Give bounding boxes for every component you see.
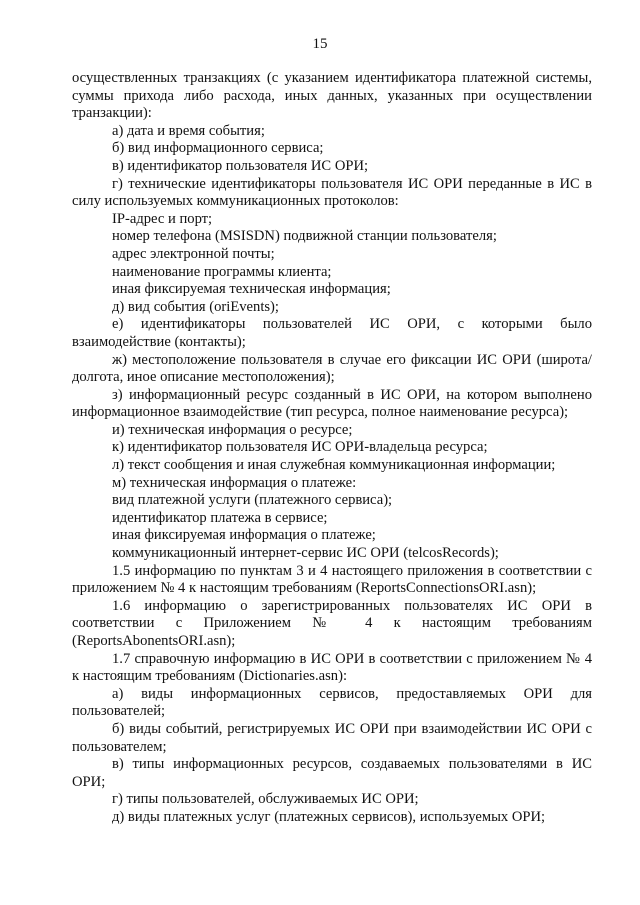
list-item: идентификатор платежа в сервисе;: [112, 509, 328, 526]
list-item: ж) местоположение пользователя в случае его фиксации ИС ОРИ (широта/долгота, иное описание местоположения);: [72, 351, 592, 386]
section-paragraph: 1.7 справочную информацию в ИС ОРИ в соответствии с приложением № 4 к настоящим требованиям (Dictionaries.asn):: [72, 650, 592, 685]
list-item: г) технические идентификаторы пользователя ИС ОРИ переданные в ИС в силу используемых коммуникационных протоколов:: [72, 175, 592, 210]
list-item: иная фиксируемая информация о платеже;: [112, 527, 376, 544]
list-item: м) техническая информация о платеже:: [112, 474, 357, 491]
list-item: е) идентификаторы пользователей ИС ОРИ, с которыми было взаимодействие (контакты);: [72, 316, 592, 350]
list-item: з) информационный ресурс созданный в ИС ОРИ, на котором выполнено информационное взаимодействие (тип ресурса, полное наименование ресурса);: [72, 386, 592, 421]
document-body: [72, 70, 592, 827]
section-paragraph: 1.5 информацию по пунктам 3 и 4 настоящего приложения в соответствии с приложением № 4 к настоящим требованиям (ReportsConnectionsORI.asn);: [72, 562, 592, 597]
list-item: коммуникационный интернет-сервис ИС ОРИ (telcosRecords);: [112, 545, 499, 562]
list-item: адрес электронной почты;: [112, 245, 275, 262]
list-item: а) дата и время события;: [112, 122, 265, 139]
list-item: номер телефона (MSISDN) подвижной станции пользователя;: [112, 228, 497, 245]
list-item: г) типы пользователей, обслуживаемых ИС ОРИ;: [112, 791, 419, 808]
list-item: б) вид информационного сервиса;: [112, 140, 324, 157]
list-item: в) идентификатор пользователя ИС ОРИ;: [112, 157, 369, 174]
list-item: и) техническая информация о ресурсе;: [112, 421, 353, 438]
list-item: к) идентификатор пользователя ИС ОРИ-владельца ресурса;: [112, 439, 488, 456]
list-item: IP-адрес и порт;: [112, 210, 213, 227]
list-item: вид платежной услуги (платежного сервиса);: [112, 492, 393, 509]
list-item: б) виды событий, регистрируемых ИС ОРИ при взаимодействии ИС ОРИ с пользователем;: [72, 720, 592, 755]
list-item: наименование программы клиента;: [112, 263, 332, 280]
section-paragraph: 1.6 информацию о зарегистрированных пользователях ИС ОРИ в соответствии с Приложением № 4 к настоящим требованиям (ReportsAbonentsORI.asn);: [72, 597, 592, 649]
paragraph: осуществленных транзакциях (с указанием идентификатора платежной системы, суммы прихода либо расхода, иных данных, указанных при осуществлении транзакции):: [72, 70, 592, 122]
list-item: в) типы информационных ресурсов, создаваемых пользователями в ИС ОРИ;: [72, 756, 592, 790]
list-item: иная фиксируемая техническая информация;: [112, 281, 391, 298]
list-item: д) вид события (oriEvents);: [112, 298, 279, 315]
list-item: л) текст сообщения и иная служебная коммуникационная информации;: [112, 457, 556, 474]
list-item: д) виды платежных услуг (платежных сервисов), используемых ОРИ;: [112, 808, 546, 825]
page-number: 15: [312, 36, 328, 52]
list-item: а) виды информационных сервисов, предоставляемых ОРИ для пользователей;: [72, 685, 592, 720]
